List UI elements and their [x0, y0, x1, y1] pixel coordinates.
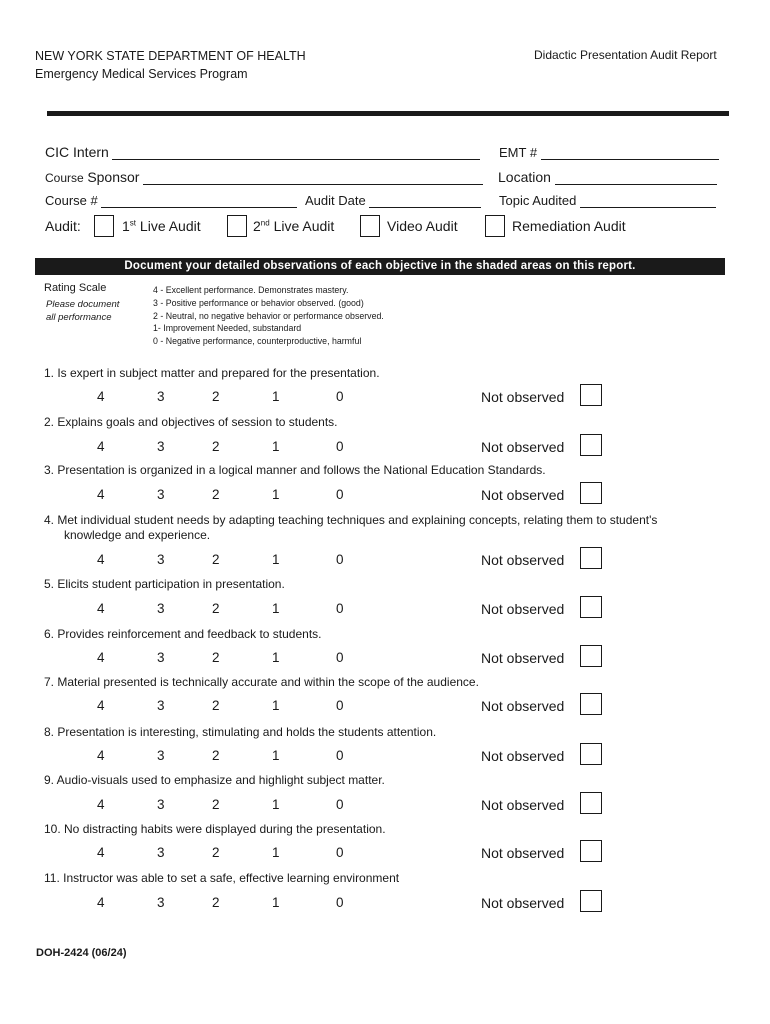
question-text: 5. Elicits student participation in presentation.	[44, 577, 285, 591]
question-text: 4. Met individual student needs by adapting teaching techniques and explaining concepts, relating them to student's	[44, 513, 658, 527]
not-observed-label: Not observed	[481, 439, 565, 455]
question-text-continued: knowledge and experience.	[64, 528, 211, 542]
rating-option-0[interactable]: 0	[336, 895, 344, 910]
not-observed-checkbox[interactable]	[580, 547, 602, 569]
rating-option-0[interactable]: 0	[336, 389, 344, 404]
rating-level: 4 - Excellent performance. Demonstrates mastery.	[153, 285, 349, 295]
second-live-audit-checkbox[interactable]	[227, 215, 247, 237]
rating-option-4[interactable]: 4	[97, 845, 105, 860]
rating-level: 2 - Neutral, no negative behavior or performance observed.	[153, 310, 384, 321]
rating-option-2[interactable]: 2	[212, 389, 220, 404]
location-line[interactable]	[555, 172, 717, 185]
audit-type-row	[45, 214, 745, 240]
question-text: 2. Explains goals and objectives of session to students.	[44, 415, 338, 429]
rating-option-1[interactable]: 1	[272, 487, 280, 502]
not-observed-label: Not observed	[481, 797, 565, 813]
course-prefix-label: Course	[45, 171, 84, 185]
sponsor-line[interactable]	[143, 172, 483, 185]
cic-intern-line[interactable]	[112, 147, 480, 160]
rating-option-2[interactable]: 2	[212, 797, 220, 812]
audit-label: Audit:	[45, 218, 81, 234]
rating-option-4[interactable]: 4	[97, 895, 105, 910]
rating-option-2[interactable]: 2	[212, 748, 220, 763]
question-text: 3. Presentation is organized in a logical manner and follows the National Education Standards.	[44, 463, 546, 477]
rating-option-1[interactable]: 1	[272, 748, 280, 763]
report-title: Didactic Presentation Audit Report	[534, 48, 717, 62]
rating-option-3[interactable]: 3	[157, 895, 165, 910]
not-observed-checkbox[interactable]	[580, 482, 602, 504]
question-text: 1. Is expert in subject matter and prepared for the presentation.	[44, 366, 380, 380]
not-observed-label: Not observed	[481, 601, 565, 617]
not-observed-label: Not observed	[481, 895, 565, 911]
rating-option-3[interactable]: 3	[157, 601, 165, 616]
form-number: DOH-2424 (06/24)	[36, 947, 127, 959]
not-observed-checkbox[interactable]	[580, 743, 602, 765]
rating-option-0[interactable]: 0	[336, 487, 344, 502]
rating-option-1[interactable]: 1	[272, 698, 280, 713]
rating-option-3[interactable]: 3	[157, 698, 165, 713]
rating-option-3[interactable]: 3	[157, 487, 165, 502]
topic-audited-label: Topic Audited	[499, 193, 577, 208]
question-text: 7. Material presented is technically accurate and within the scope of the audience.	[44, 675, 479, 689]
course-number-field[interactable]	[45, 193, 297, 208]
rating-option-1[interactable]: 1	[272, 552, 280, 567]
rating-option-2[interactable]: 2	[212, 552, 220, 567]
not-observed-label: Not observed	[481, 650, 565, 666]
not-observed-label: Not observed	[481, 389, 565, 405]
not-observed-label: Not observed	[481, 698, 565, 714]
rating-option-0[interactable]: 0	[336, 845, 344, 860]
rating-level: 3 - Positive performance or behavior observed. (good)	[153, 297, 364, 308]
program-name: Emergency Medical Services Program	[35, 67, 248, 81]
course-number-label: Course #	[45, 193, 98, 208]
cic-intern-field[interactable]	[45, 144, 480, 160]
not-observed-checkbox[interactable]	[580, 840, 602, 862]
first-live-audit-checkbox[interactable]	[94, 215, 114, 237]
not-observed-checkbox[interactable]	[580, 890, 602, 912]
rating-option-0[interactable]: 0	[336, 601, 344, 616]
course-number-line[interactable]	[101, 195, 297, 208]
rating-scale-note: Please document all performance	[46, 299, 120, 323]
question-text: 8. Presentation is interesting, stimulating and holds the students attention.	[44, 725, 437, 739]
not-observed-checkbox[interactable]	[580, 596, 602, 618]
rating-option-4[interactable]: 4	[97, 601, 105, 616]
remediation-audit-label: Remediation Audit	[512, 218, 626, 234]
rating-option-1[interactable]: 1	[272, 601, 280, 616]
not-observed-checkbox[interactable]	[580, 645, 602, 667]
rating-option-2[interactable]: 2	[212, 698, 220, 713]
rating-option-4[interactable]: 4	[97, 698, 105, 713]
rating-option-3[interactable]: 3	[157, 439, 165, 454]
not-observed-checkbox[interactable]	[580, 384, 602, 406]
rating-option-2[interactable]: 2	[212, 487, 220, 502]
emt-field[interactable]	[499, 145, 719, 160]
rating-option-4[interactable]: 4	[97, 748, 105, 763]
not-observed-label: Not observed	[481, 845, 565, 861]
rating-option-3[interactable]: 3	[157, 650, 165, 665]
audit-date-line[interactable]	[369, 195, 481, 208]
question-text: 11. Instructor was able to set a safe, effective learning environment	[44, 871, 400, 885]
sponsor-label: Sponsor	[87, 169, 140, 185]
question-text: 6. Provides reinforcement and feedback to students.	[44, 627, 322, 641]
rating-option-3[interactable]: 3	[157, 748, 165, 763]
rating-option-0[interactable]: 0	[336, 748, 344, 763]
rating-option-1[interactable]: 1	[272, 650, 280, 665]
rating-level: 1- Improvement Needed, substandard	[153, 323, 302, 334]
not-observed-checkbox[interactable]	[580, 434, 602, 456]
rating-option-1[interactable]: 1	[272, 845, 280, 860]
not-observed-checkbox[interactable]	[580, 693, 602, 715]
rating-option-3[interactable]: 3	[157, 845, 165, 860]
course-sponsor-field[interactable]	[45, 169, 483, 185]
rating-option-2[interactable]: 2	[212, 650, 220, 665]
first-live-audit-label: 1st Live Audit	[122, 218, 201, 234]
cic-intern-label: CIC Intern	[45, 144, 109, 160]
rating-option-4[interactable]: 4	[97, 650, 105, 665]
rating-option-0[interactable]: 0	[336, 698, 344, 713]
location-label: Location	[498, 169, 551, 185]
rating-option-0[interactable]: 0	[336, 439, 344, 454]
video-audit-label: Video Audit	[387, 218, 458, 234]
not-observed-label: Not observed	[481, 552, 565, 568]
rating-option-0[interactable]: 0	[336, 552, 344, 567]
topic-audited-field[interactable]	[499, 193, 716, 208]
not-observed-checkbox[interactable]	[580, 792, 602, 814]
header-block	[35, 47, 306, 83]
question-text: 10. No distracting habits were displayed during the presentation.	[44, 822, 386, 836]
question-text: 9. Audio-visuals used to emphasize and highlight subject matter.	[44, 773, 385, 787]
rating-option-1[interactable]: 1	[272, 797, 280, 812]
header-divider	[47, 111, 729, 116]
rating-option-0[interactable]: 0	[336, 797, 344, 812]
rating-scale-title: Rating Scale	[44, 282, 107, 294]
audit-date-field[interactable]	[305, 193, 481, 208]
rating-option-2[interactable]: 2	[212, 895, 220, 910]
rating-option-4[interactable]: 4	[97, 552, 105, 567]
not-observed-label: Not observed	[481, 487, 565, 503]
rating-option-3[interactable]: 3	[157, 797, 165, 812]
rating-option-1[interactable]: 1	[272, 389, 280, 404]
rating-option-2[interactable]: 2	[212, 601, 220, 616]
rating-option-3[interactable]: 3	[157, 389, 165, 404]
rating-option-3[interactable]: 3	[157, 552, 165, 567]
location-field[interactable]	[498, 169, 717, 185]
rating-option-4[interactable]: 4	[97, 487, 105, 502]
rating-option-4[interactable]: 4	[97, 439, 105, 454]
rating-option-0[interactable]: 0	[336, 650, 344, 665]
emt-label: EMT #	[499, 145, 538, 160]
audit-date-label: Audit Date	[305, 193, 366, 208]
rating-scale-levels	[153, 284, 384, 348]
emt-line[interactable]	[541, 147, 719, 160]
rating-option-1[interactable]: 1	[272, 439, 280, 454]
video-audit-checkbox[interactable]	[360, 215, 380, 237]
second-live-audit-label: 2nd Live Audit	[253, 218, 335, 234]
rating-option-4[interactable]: 4	[97, 389, 105, 404]
not-observed-label: Not observed	[481, 748, 565, 764]
topic-audited-line[interactable]	[580, 195, 716, 208]
instructions-banner: Document your detailed observations of each objective in the shaded areas on this report.	[35, 258, 725, 275]
rating-option-2[interactable]: 2	[212, 439, 220, 454]
department-name: NEW YORK STATE DEPARTMENT OF HEALTH	[35, 49, 306, 63]
rating-option-2[interactable]: 2	[212, 845, 220, 860]
rating-level: 0 - Negative performance, counterproductive, harmful	[153, 336, 362, 347]
remediation-audit-checkbox[interactable]	[485, 215, 505, 237]
rating-option-4[interactable]: 4	[97, 797, 105, 812]
rating-option-1[interactable]: 1	[272, 895, 280, 910]
